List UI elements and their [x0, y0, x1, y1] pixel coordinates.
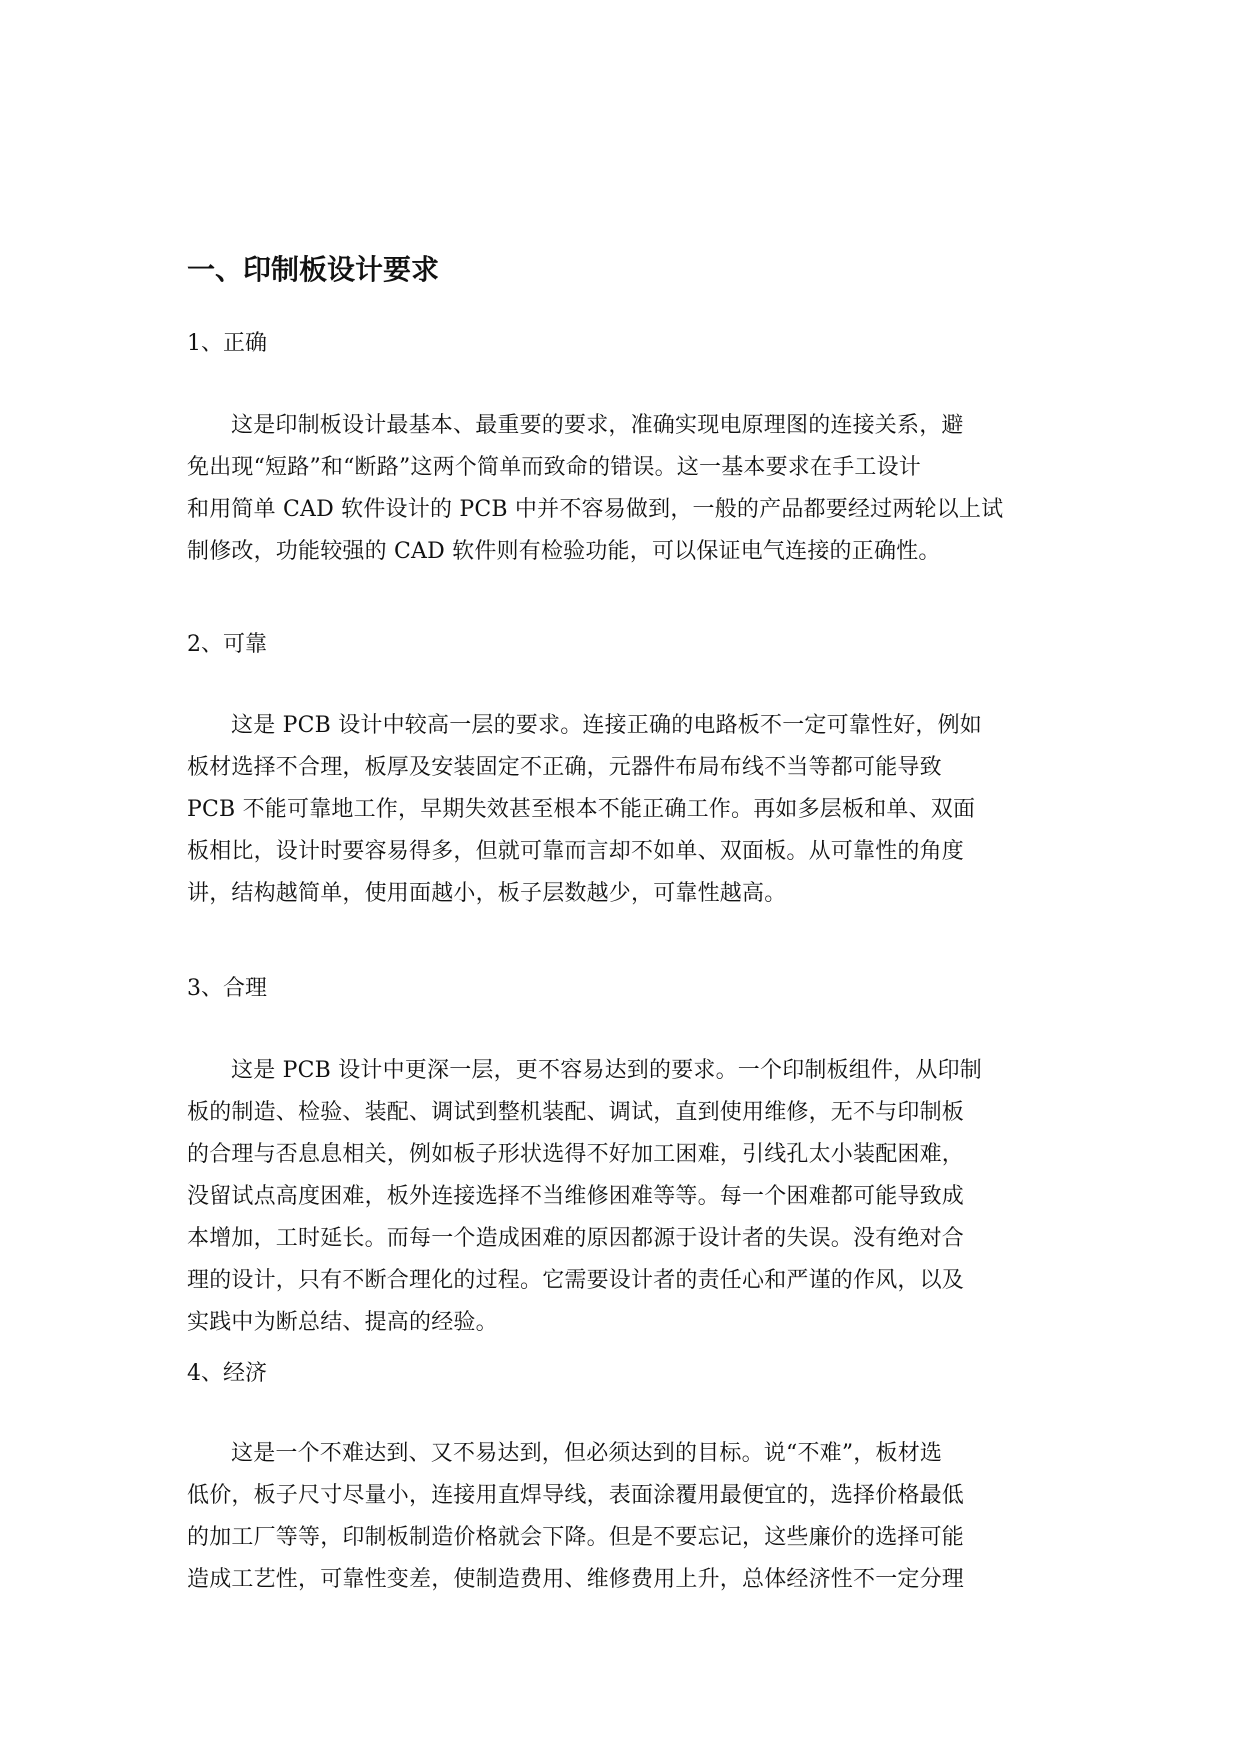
paragraph-line: 这是印制板设计最基本、最重要的要求，准确实现电原理图的连接关系，避 [231, 413, 964, 438]
paragraph-line: 的合理与否息息相关，例如板子形状选得不好加工困难，引线孔太小装配困难， [187, 1142, 965, 1167]
section-title-4: 4、经济 [187, 1361, 267, 1386]
paragraph-line: 板材选择不合理，板厚及安装固定不正确，元器件布局布线不当等都可能导致 [187, 755, 942, 780]
section-paragraph-3 [187, 1050, 1067, 1344]
paragraph-line: 造成工艺性，可靠性变差，使制造费用、维修费用上升，总体经济性不一定分理 [187, 1567, 965, 1592]
section-paragraph-1 [187, 405, 1067, 573]
paragraph-line: PCB 不能可靠地工作，早期失效甚至根本不能正确工作。再如多层板和单、双面 [187, 797, 976, 822]
section-title-2: 2、可靠 [187, 632, 267, 657]
paragraph-line: 没留试点高度困难，板外连接选择不当维修困难等等。每一个困难都可能导致成 [187, 1184, 965, 1209]
paragraph-line: 这是 PCB 设计中较高一层的要求。连接正确的电路板不一定可靠性好，例如 [231, 713, 982, 738]
paragraph-line: 的加工厂等等，印制板制造价格就会下降。但是不要忘记，这些廉价的选择可能 [187, 1525, 965, 1550]
section-title-3: 3、合理 [187, 976, 267, 1001]
main-heading: 一、印制板设计要求 [187, 253, 440, 286]
section-paragraph-2 [187, 705, 1067, 915]
paragraph-line: 这是一个不难达到、又不易达到，但必须达到的目标。说“不难”，板材选 [231, 1441, 943, 1466]
paragraph-line: 板的制造、检验、装配、调试到整机装配、调试，直到使用维修，无不与印制板 [187, 1100, 965, 1125]
paragraph-line: 这是 PCB 设计中更深一层，更不容易达到的要求。一个印制板组件，从印制 [231, 1058, 982, 1083]
paragraph-line: 低价，板子尺寸尽量小，连接用直焊导线，表面涂覆用最便宜的，选择价格最低 [187, 1483, 965, 1508]
paragraph-line: 实践中为断总结、提高的经验。 [187, 1310, 498, 1335]
paragraph-line: 板相比，设计时要容易得多，但就可靠而言却不如单、双面板。从可靠性的角度 [187, 839, 965, 864]
paragraph-line: 本增加，工时延长。而每一个造成困难的原因都源于设计者的失误。没有绝对合 [187, 1226, 965, 1251]
paragraph-line: 讲，结构越简单，使用面越小，板子层数越少，可靠性越高。 [187, 881, 787, 906]
paragraph-line: 制修改，功能较强的 CAD 软件则有检验功能，可以保证电气连接的正确性。 [187, 539, 941, 564]
section-paragraph-4 [187, 1433, 1067, 1601]
section-title-1: 1、正确 [187, 331, 267, 356]
paragraph-line: 理的设计，只有不断合理化的过程。它需要设计者的责任心和严谨的作风，以及 [187, 1268, 965, 1293]
paragraph-line: 免出现“短路”和“断路”这两个简单而致命的错误。这一基本要求在手工设计 [187, 455, 921, 480]
paragraph-line: 和用简单 CAD 软件设计的 PCB 中并不容易做到，一般的产品都要经过两轮以上试 [187, 497, 1004, 522]
